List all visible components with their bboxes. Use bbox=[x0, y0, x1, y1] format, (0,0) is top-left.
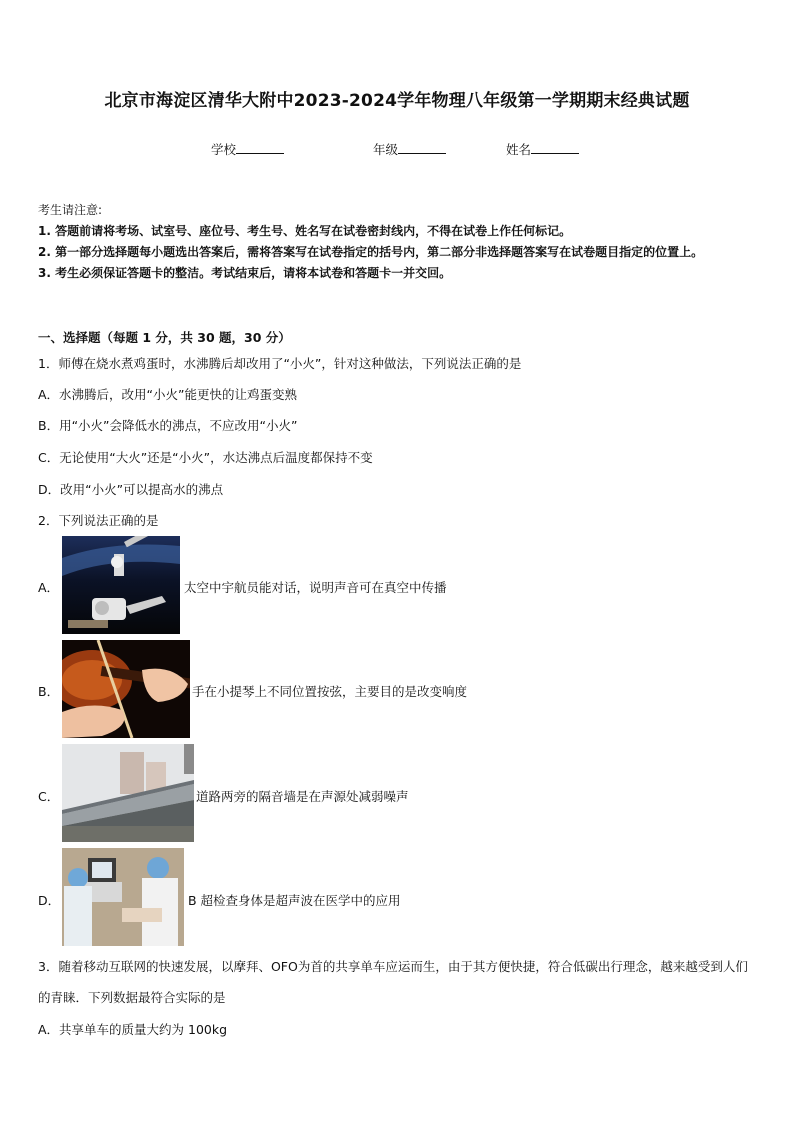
name-field bbox=[506, 140, 579, 158]
student-info-row bbox=[0, 140, 794, 160]
question-1-stem: 1．师傅在烧水煮鸡蛋时，水沸腾后却改用了“小火”，针对这种做法，下列说法正确的是 bbox=[38, 356, 522, 371]
question-2-option-c-label: C． bbox=[38, 789, 60, 804]
name-label: 姓名 bbox=[506, 142, 532, 157]
section-heading: 一、选择题（每题 1 分，共 30 题，30 分） bbox=[38, 330, 291, 345]
grade-label: 年级 bbox=[373, 142, 399, 157]
exam-notice bbox=[38, 200, 760, 284]
sound-barrier-photo bbox=[62, 744, 194, 842]
question-1-option-a: A．水沸腾后，改用“小火”能更快的让鸡蛋变熟 bbox=[38, 387, 298, 402]
question-3-option-a: A．共享单车的质量大约为 100kg bbox=[38, 1022, 228, 1037]
violin-photo bbox=[62, 640, 190, 738]
name-blank bbox=[531, 140, 579, 154]
question-2-stem: 2．下列说法正确的是 bbox=[38, 513, 159, 528]
question-1-option-d: D．改用“小火”可以提高水的沸点 bbox=[38, 482, 224, 497]
question-2-option-b-text: 手在小提琴上不同位置按弦，主要目的是改变响度 bbox=[192, 684, 468, 699]
question-2-option-d-label: D． bbox=[38, 893, 61, 908]
question-2-option-d-text: B 超检查身体是超声波在医学中的应用 bbox=[188, 893, 401, 908]
ultrasound-photo bbox=[62, 848, 184, 946]
grade-field bbox=[373, 140, 446, 158]
school-blank bbox=[236, 140, 284, 154]
page-title: 北京市海淀区清华大附中2023-2024学年物理八年级第一学期期末经典试题 bbox=[104, 91, 690, 111]
school-label: 学校 bbox=[211, 142, 237, 157]
question-2-option-a-label: A． bbox=[38, 580, 60, 595]
notice-heading: 考生请注意: bbox=[38, 203, 103, 217]
question-1-option-b: B．用“小火”会降低水的沸点，不应改用“小火” bbox=[38, 418, 298, 433]
question-3-stem: 3．随着移动互联网的快速发展，以摩拜、OFO为首的共享单车应运而生，由于其方便快捷，符合低碳出行理念，越来越受到人们的青睐．下列数据最符合实际的是 bbox=[38, 959, 748, 1005]
question-1-option-c: C．无论使用“大火”还是“小火”，水达沸点后温度都保持不变 bbox=[38, 450, 373, 465]
astronaut-photo bbox=[62, 536, 180, 634]
notice-item-3: 3. 考生必须保证答题卡的整洁。考试结束后，请将本试卷和答题卡一并交回。 bbox=[38, 266, 452, 280]
school-field bbox=[211, 140, 284, 158]
notice-item-2: 2. 第一部分选择题每小题选出答案后，需将答案写在试卷指定的括号内，第二部分非选择题答案写在试卷题目指定的位置上。 bbox=[38, 245, 704, 259]
question-2-option-c-text: 道路两旁的隔音墙是在声源处减弱噪声 bbox=[196, 789, 409, 804]
grade-blank bbox=[398, 140, 446, 154]
question-2-option-a-text: 太空中宇航员能对话，说明声音可在真空中传播 bbox=[184, 580, 447, 595]
notice-item-1: 1. 答题前请将考场、试室号、座位号、考生号、姓名写在试卷密封线内，不得在试卷上作任何标记。 bbox=[38, 224, 572, 238]
question-2-option-b-label: B． bbox=[38, 684, 60, 699]
